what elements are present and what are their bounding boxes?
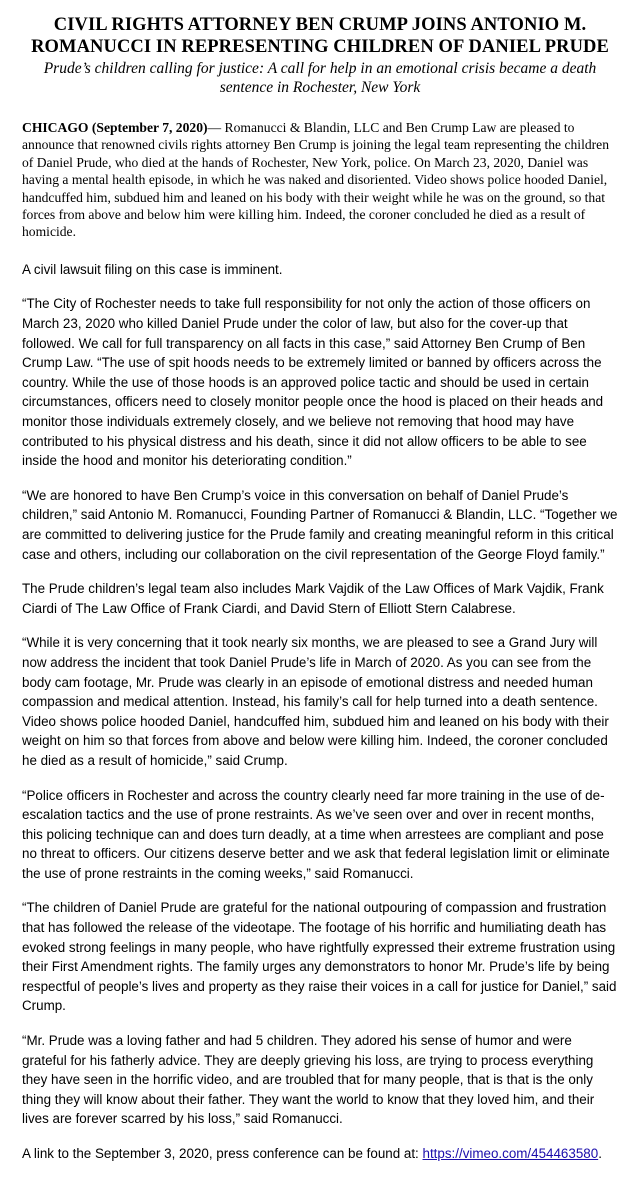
lead-paragraph	[22, 119, 618, 241]
headline: CIVIL RIGHTS ATTORNEY BEN CRUMP JOINS ANTONIO M. ROMANUCCI IN REPRESENTING CHILDREN OF DANIEL PRUDE	[31, 15, 609, 57]
paragraph-grand-jury: “While it is very concerning that it took nearly six months, we are pleased to see a Grand Jury will now address the incident that took Daniel Prude’s life in March of 2020. As you can see from the body cam footage, Mr. Prude was clearly in an episode of emotional distress and needed human compassion and medical attention. Instead, his family’s call for help turned into a death sentence. Video shows police hooded Daniel, handcuffed him, subdued him and leaned on his body with their weight on him so that forces from above and below were killing him. Indeed, the coroner concluded he died as a result of homicide,” said Crump.	[22, 635, 609, 768]
subheadline: Prude’s children calling for justice: A call for help in an emotional crisis became a death sentence in Rochester, New York	[43, 60, 597, 96]
paragraph-prone-restraints: “Police officers in Rochester and across the country clearly need far more training in the use of de-escalation tactics and the use of prone restraints. As we’ve seen over and over in recent months, this policing technique can and does turn deadly, at a time when arrestees are compliant and pose no threat to officers. Our citizens deserve better and we ask that federal legislation limit or eliminate the use of prone restraints in the coming weeks,” said Romanucci.	[22, 787, 610, 881]
paragraph-legal-team: The Prude children’s legal team also includes Mark Vajdik of the Law Offices of Mark Vajdik, Frank Ciardi of The Law Office of Frank Ciardi, and David Stern of Elliott Stern Calabrese.	[22, 581, 604, 616]
dateline: CHICAGO (September 7, 2020)	[22, 120, 208, 135]
press-conference-link[interactable]: https://vimeo.com/454463580	[422, 1146, 599, 1161]
paragraph-romanucci-quote: “We are honored to have Ben Crump’s voice in this conversation on behalf of Daniel Prude’s children,” said Antonio M. Romanucci, Founding Partner of Romanucci & Blandin, LLC. “Together we are committed to delivering justice for the Prude family and creating meaningful reform in this critical case and others, including our collaboration on the civil representation of the George Floyd family.”	[22, 487, 618, 562]
lead-text: — Romanucci & Blandin, LLC and Ben Crump Law are pleased to announce that renowned civils rights attorney Ben Crump is joining the legal team representing the children of Daniel Prude, who died at the hands of Rochester, New York, police. On March 23, 2020, Daniel was having a mental health episode, in which he was naked and disoriented. Video shows police hooded Daniel, handcuffed him, subdued him and leaned on his body with their weight while he was on the ground, so that forces from above and below him were killing him. Indeed, the coroner concluded he died as a result of homicide.	[22, 120, 610, 240]
paragraph-loving-father: “Mr. Prude was a loving father and had 5 children. They adored his sense of humor and were grateful for his fatherly advice. They are deeply grieving his loss, are trying to process everything they have seen in the horrific video, and are troubled that for many people, that is that is the only thing they will know about their father. They want the world to know that they loved him, and their lives are forever scarred by his loss,” said Romanucci.	[22, 1033, 595, 1127]
closing-paragraph	[22, 1144, 618, 1164]
paragraph-gratitude: “The children of Daniel Prude are grateful for the national outpouring of compassion and frustration that has followed the release of the videotape. The footage of his horrific and humiliating death has evoked strong feelings in many people, who have rightfully expressed their extreme frustration using their First Amendment rights. The family urges any demonstrators to honor Mr. Prude’s life by being respectful of people’s lives and property as they raise their voices in a call for justice for Daniel,” said Crump.	[22, 900, 617, 1014]
paragraph-crump-quote: “The City of Rochester needs to take full responsibility for not only the action of those officers on March 23, 2020 who killed Daniel Prude under the color of law, but also for the cover-up that followed. We call for full transparency on all facts in this case,” said Attorney Ben Crump of Ben Crump Law. “The use of spit hoods needs to be extremely limited or banned by officers across the country. While the use of those hoods is an approved police tactic and should be used in certain circumstances, officers need to closely monitor people once the hood is placed on their heads and monitor those individuals extremely closely, and we believe not removing that hood may have contributed to his physical distress and his death, since it did not allow officers to be able to see inside the hood and monitor his deteriorating condition.”	[22, 296, 604, 469]
closing-suffix: .	[598, 1146, 602, 1161]
closing-text: A link to the September 3, 2020, press conference can be found at:	[22, 1146, 423, 1161]
paragraph-lawsuit: A civil lawsuit filing on this case is imminent.	[22, 261, 283, 277]
